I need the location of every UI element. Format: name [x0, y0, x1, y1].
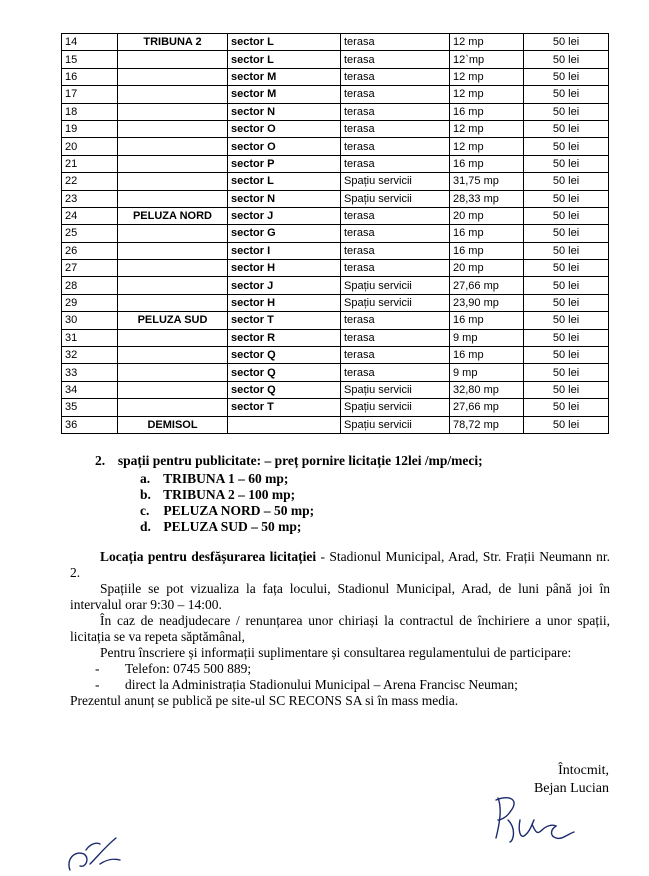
location-cell	[118, 155, 228, 172]
table-row	[62, 347, 609, 364]
location-cell	[118, 138, 228, 155]
location-cell	[118, 347, 228, 364]
location-cell	[118, 207, 228, 224]
location-cell	[118, 242, 228, 259]
sector-cell: sector Q	[228, 347, 341, 364]
space-type-cell: terasa	[341, 120, 450, 137]
table-row	[62, 34, 609, 51]
sector-cell: sector I	[228, 242, 341, 259]
location-cell	[118, 399, 228, 416]
surface-cell: 28,33 mp	[450, 190, 524, 207]
table-row	[62, 312, 609, 329]
price-cell: 50 lei	[524, 242, 609, 259]
space-type-cell: terasa	[341, 86, 450, 103]
publicity-item-letter: d.	[140, 519, 151, 534]
space-type-cell: terasa	[341, 51, 450, 68]
location-cell	[118, 225, 228, 242]
space-type-cell: terasa	[341, 347, 450, 364]
table-row	[62, 155, 609, 172]
sector-cell: sector T	[228, 399, 341, 416]
surface-cell: 20 mp	[450, 260, 524, 277]
price-cell: 50 lei	[524, 86, 609, 103]
space-type-cell: terasa	[341, 138, 450, 155]
location-label: PELUZA SUD	[137, 314, 208, 327]
space-type-cell: terasa	[341, 103, 450, 120]
publicity-item-letter: b.	[140, 487, 151, 502]
price-cell: 50 lei	[524, 381, 609, 398]
table-row	[62, 329, 609, 346]
location-cell	[118, 190, 228, 207]
row-number-cell: 23	[62, 190, 118, 207]
table-row	[62, 120, 609, 137]
sector-cell: sector M	[228, 68, 341, 85]
table-row	[62, 138, 609, 155]
visit-paragraph: Spațiile se pot vizualiza la fața locului, Stadionul Municipal, Arad, de luni până joi în intervalul orar 9:30 – 14:00.	[70, 581, 610, 612]
row-number-cell: 27	[62, 260, 118, 277]
publicity-item-text: TRIBUNA 1 – 60 mp;	[163, 471, 289, 486]
location-cell	[118, 260, 228, 277]
sector-cell: sector J	[228, 207, 341, 224]
table-row	[62, 173, 609, 190]
location-cell	[118, 294, 228, 311]
location-cell	[118, 51, 228, 68]
space-type-cell: terasa	[341, 68, 450, 85]
surface-cell: 9 mp	[450, 364, 524, 381]
publicity-heading	[95, 453, 483, 469]
surface-cell: 12 mp	[450, 138, 524, 155]
sector-cell: sector R	[228, 329, 341, 346]
price-cell: 50 lei	[524, 416, 609, 433]
surface-cell: 16 mp	[450, 155, 524, 172]
contact-administration: direct la Administrația Stadionului Municipal – Arena Francisc Neuman;	[125, 677, 518, 692]
table-row	[62, 364, 609, 381]
surface-cell: 27,66 mp	[450, 277, 524, 294]
surface-cell: 12 mp	[450, 68, 524, 85]
location-label: TRIBUNA 2	[143, 36, 202, 49]
location-label: Locația pentru desfășurarea licitației	[100, 549, 317, 564]
table-row	[62, 68, 609, 85]
surface-cell: 12 mp	[450, 120, 524, 137]
contact-item: - Telefon: 0745 500 889;	[95, 661, 252, 676]
space-type-cell: terasa	[341, 225, 450, 242]
location-cell	[118, 416, 228, 433]
price-cell: 50 lei	[524, 34, 609, 51]
table-row	[62, 103, 609, 120]
row-number-cell: 15	[62, 51, 118, 68]
row-number-cell: 33	[62, 364, 118, 381]
table-row	[62, 242, 609, 259]
row-number-cell: 30	[62, 312, 118, 329]
space-type-cell: terasa	[341, 207, 450, 224]
publicity-number: 2.	[95, 453, 106, 468]
table-row	[62, 225, 609, 242]
row-number-cell: 26	[62, 242, 118, 259]
sector-cell: sector O	[228, 138, 341, 155]
publicity-item-text: PELUZA SUD – 50 mp;	[163, 519, 302, 534]
surface-cell: 31,75 mp	[450, 173, 524, 190]
contact-phone: Telefon: 0745 500 889;	[125, 661, 252, 676]
price-cell: 50 lei	[524, 347, 609, 364]
row-number-cell: 24	[62, 207, 118, 224]
row-number-cell: 25	[62, 225, 118, 242]
spaces-table	[61, 33, 609, 434]
space-type-cell: terasa	[341, 364, 450, 381]
row-number-cell: 32	[62, 347, 118, 364]
location-cell	[118, 34, 228, 51]
signature-name: Bejan Lucian	[533, 781, 609, 796]
publish-paragraph: Prezentul anunț se publică pe site-ul SC RECONS SA si în mass media.	[70, 693, 459, 708]
location-label: PELUZA NORD	[132, 210, 213, 223]
space-type-cell: Spațiu servicii	[341, 294, 450, 311]
signature-role: Întocmit,	[558, 763, 609, 778]
surface-cell: 16 mp	[450, 225, 524, 242]
sector-cell: sector Q	[228, 364, 341, 381]
space-type-cell: Spațiu servicii	[341, 399, 450, 416]
surface-cell: 20 mp	[450, 207, 524, 224]
row-number-cell: 16	[62, 68, 118, 85]
location-cell	[118, 329, 228, 346]
space-type-cell: Spațiu servicii	[341, 381, 450, 398]
table-row	[62, 86, 609, 103]
sector-cell: sector L	[228, 51, 341, 68]
surface-cell: 23,90 mp	[450, 294, 524, 311]
space-type-cell: terasa	[341, 329, 450, 346]
publicity-item	[140, 503, 314, 519]
row-number-cell: 20	[62, 138, 118, 155]
sector-cell: sector H	[228, 294, 341, 311]
location-label: DEMISOL	[147, 418, 198, 431]
price-cell: 50 lei	[524, 173, 609, 190]
space-type-cell: terasa	[341, 260, 450, 277]
price-cell: 50 lei	[524, 138, 609, 155]
location-cell	[118, 173, 228, 190]
location-cell	[118, 381, 228, 398]
row-number-cell: 17	[62, 86, 118, 103]
table-row	[62, 277, 609, 294]
space-type-cell: terasa	[341, 155, 450, 172]
space-type-cell: terasa	[341, 242, 450, 259]
surface-cell: 9 mp	[450, 329, 524, 346]
location-cell	[118, 364, 228, 381]
publicity-heading-text: spații pentru publicitate: – preț pornire licitație 12lei /mp/meci;	[117, 453, 483, 468]
surface-cell: 27,66 mp	[450, 399, 524, 416]
space-type-cell: Spațiu servicii	[341, 416, 450, 433]
publicity-item-text: TRIBUNA 2 – 100 mp;	[163, 487, 296, 502]
surface-cell: 78,72 mp	[450, 416, 524, 433]
table-row	[62, 416, 609, 433]
price-cell: 50 lei	[524, 277, 609, 294]
row-number-cell: 22	[62, 173, 118, 190]
space-type-cell: Spațiu servicii	[341, 277, 450, 294]
table-row	[62, 51, 609, 68]
publicity-item	[140, 519, 301, 535]
row-number-cell: 36	[62, 416, 118, 433]
location-cell	[118, 68, 228, 85]
contact-item: - direct la Administrația Stadionului Municipal – Arena Francisc Neuman;	[95, 677, 518, 692]
sector-cell: sector N	[228, 103, 341, 120]
location-cell	[118, 120, 228, 137]
location-cell	[118, 86, 228, 103]
info-paragraph: Pentru înscriere și informații suplimentare și consultarea regulamentului de participare:	[100, 645, 572, 660]
table-row	[62, 190, 609, 207]
location-cell	[118, 312, 228, 329]
price-cell: 50 lei	[524, 312, 609, 329]
sector-cell: sector G	[228, 225, 341, 242]
row-number-cell: 34	[62, 381, 118, 398]
row-number-cell: 21	[62, 155, 118, 172]
repeat-paragraph: În caz de neadjudecare / renunțarea unor chiriași la contractul de închiriere a unor spații, licitația se va repeta săptămânal,	[70, 613, 610, 644]
location-paragraph	[70, 549, 610, 581]
sector-cell: sector M	[228, 86, 341, 103]
price-cell: 50 lei	[524, 399, 609, 416]
row-number-cell: 28	[62, 277, 118, 294]
surface-cell: 16 mp	[450, 312, 524, 329]
space-type-cell: terasa	[341, 312, 450, 329]
price-cell: 50 lei	[524, 225, 609, 242]
surface-cell: 32,80 mp	[450, 381, 524, 398]
sector-cell: sector L	[228, 34, 341, 51]
location-text: - Stadionul Municipal, Arad, Str. Frații Neumann nr. 2.	[70, 549, 610, 580]
sector-cell: sector Q	[228, 381, 341, 398]
space-type-cell: Spațiu servicii	[341, 173, 450, 190]
sector-cell: sector J	[228, 277, 341, 294]
table-row	[62, 260, 609, 277]
surface-cell: 16 mp	[450, 347, 524, 364]
sector-cell: sector T	[228, 312, 341, 329]
sector-cell: sector P	[228, 155, 341, 172]
row-number-cell: 19	[62, 120, 118, 137]
location-cell	[118, 103, 228, 120]
initials-signature-icon	[60, 830, 140, 876]
sector-cell: sector N	[228, 190, 341, 207]
surface-cell: 12 mp	[450, 34, 524, 51]
space-type-cell: terasa	[341, 34, 450, 51]
publicity-item-letter: a.	[140, 471, 151, 486]
price-cell: 50 lei	[524, 207, 609, 224]
location-cell	[118, 277, 228, 294]
row-number-cell: 14	[62, 34, 118, 51]
publicity-item-letter: c.	[140, 503, 150, 518]
price-cell: 50 lei	[524, 155, 609, 172]
price-cell: 50 lei	[524, 329, 609, 346]
price-cell: 50 lei	[524, 68, 609, 85]
price-cell: 50 lei	[524, 294, 609, 311]
table-row	[62, 207, 609, 224]
publicity-item	[140, 487, 295, 503]
row-number-cell: 18	[62, 103, 118, 120]
row-number-cell: 31	[62, 329, 118, 346]
spaces-table-body	[62, 34, 609, 434]
sector-cell: sector H	[228, 260, 341, 277]
sector-cell: sector O	[228, 120, 341, 137]
price-cell: 50 lei	[524, 364, 609, 381]
surface-cell: 12`mp	[450, 51, 524, 68]
surface-cell: 16 mp	[450, 103, 524, 120]
price-cell: 50 lei	[524, 260, 609, 277]
publicity-item-text: PELUZA NORD – 50 mp;	[163, 503, 315, 518]
surface-cell: 12 mp	[450, 86, 524, 103]
table-row	[62, 399, 609, 416]
price-cell: 50 lei	[524, 103, 609, 120]
sector-cell	[228, 416, 341, 433]
table-row	[62, 294, 609, 311]
price-cell: 50 lei	[524, 120, 609, 137]
handwritten-signature-icon	[480, 790, 590, 850]
sector-cell: sector L	[228, 173, 341, 190]
row-number-cell: 35	[62, 399, 118, 416]
publicity-item	[140, 471, 288, 487]
row-number-cell: 29	[62, 294, 118, 311]
price-cell: 50 lei	[524, 190, 609, 207]
table-row	[62, 381, 609, 398]
price-cell: 50 lei	[524, 51, 609, 68]
space-type-cell: Spațiu servicii	[341, 190, 450, 207]
surface-cell: 16 mp	[450, 242, 524, 259]
